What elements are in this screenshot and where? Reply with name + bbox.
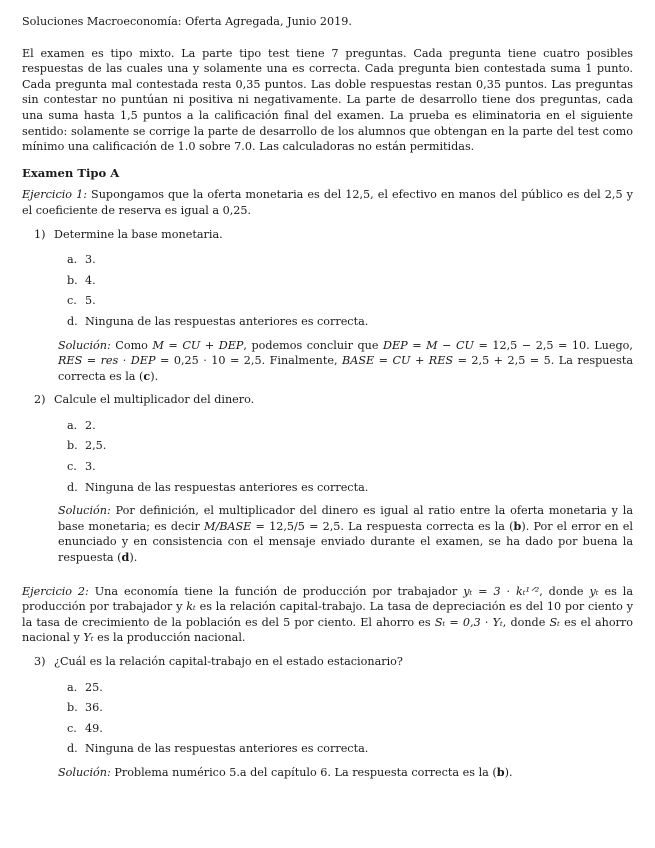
spacer bbox=[22, 574, 633, 584]
option-d: d. Ninguna de las respuestas anteriores es correcta. bbox=[67, 742, 369, 756]
exercise-1 bbox=[22, 187, 633, 218]
question-number: 1) bbox=[34, 227, 46, 241]
question-2-prompt bbox=[22, 392, 633, 408]
option-a: a. 25. bbox=[67, 680, 103, 694]
question-text: ¿Cuál es la relación capital-trabajo en el estado estacionario? bbox=[54, 655, 403, 668]
accepted-answer: d bbox=[121, 550, 130, 565]
option-b: b. 2,5. bbox=[67, 439, 107, 453]
option-a: a. 2. bbox=[67, 418, 96, 432]
solution-label: Solución: bbox=[58, 765, 111, 779]
question-1 bbox=[22, 227, 633, 385]
option-c: c. 49. bbox=[67, 721, 103, 735]
exercise-2: Ejercicio 2: Una economía tiene la función de producción por trabajador yₜ = 3 · kₜ¹ᐟ², donde yₜ es la producción por trabajador y kₜ es la relación capital-trabajo. La tasa de depreciación es del 10 por ciento y la tasa de crecimiento de la población es del 5 por ciento. El ahorro es Sₜ = 0,3 · Yₜ, donde Sₜ es el ahorro nacional y Yₜ es la producción nacional. bbox=[22, 584, 634, 645]
exercise-2-label: Ejercicio 2: bbox=[22, 584, 89, 598]
question-number: 2) bbox=[34, 393, 46, 407]
option-b: b. 36. bbox=[67, 701, 103, 715]
question-2-solution: Solución: Por definición, el multiplicador del dinero es igual al ratio entre la oferta monetaria y la base monetaria; es decir M/BASE = 12,5/5 = 2,5. La respuesta correcta es la (b). Por el error en el enunciado y en consistencia con el mensaje enviado durante el examen, se ha dado por buena la respuesta (d). bbox=[58, 504, 634, 565]
option-c: c. 3. bbox=[67, 460, 96, 474]
exam-instructions: El examen es tipo mixto. La parte tipo test tiene 7 preguntas. Cada pregunta tiene cuatro posibles respuestas de las cuales una y solamente una es correcta. Cada pregunta bien contestada suma 1 punto. Cada pregunta mal contestada resta 0,35 puntos. Las doble respuestas restan 0,35 puntos. Las preguntas sin contestar no puntúan ni positiva ni negativamente. La parte de desarrollo tiene dos preguntas, cada una suma hasta 1,5 puntos a la calificación final del examen. La prueba es eliminatoria en el siguiente sentido: solamente se corrige la parte de desarrollo de los alumnos que obtengan en la parte del test como mínimo una calificación de 1.0 sobre 7.0. Las calculadoras no están permitidas. bbox=[22, 46, 633, 154]
solution-label: Solución: bbox=[58, 504, 111, 518]
option-a: a. 3. bbox=[67, 253, 96, 267]
option-d: d. Ninguna de las respuestas anteriores es correcta. bbox=[67, 480, 369, 494]
question-1-solution: Solución: Como M = CU + DEP, podemos concluir que DEP = M − CU = 12,5 − 2,5 = 10. Luego, RES = res · DEP = 0,25 · 10 = 2,5. Finalmente, BASE = CU + RES = 2,5 + 2,5 = 5. La respuesta correcta es la (c). bbox=[58, 338, 633, 383]
option-c: c. 5. bbox=[67, 294, 96, 308]
option-b: b. 4. bbox=[67, 273, 96, 287]
question-1-prompt bbox=[22, 227, 633, 243]
exercise-1-text: Supongamos que la oferta monetaria es del 12,5, el efectivo en manos del público es del 2,5 y el coeficiente de reserva es igual a 0,25. bbox=[22, 188, 633, 217]
correct-answer: b bbox=[496, 764, 505, 779]
document-title: Soluciones Macroeconomía: Oferta Agregada, Junio 2019. bbox=[22, 15, 352, 28]
question-3 bbox=[22, 654, 633, 781]
question-3-solution: Solución: Problema numérico 5.a del capítulo 6. La respuesta correcta es la (b). bbox=[58, 764, 513, 779]
question-1-options bbox=[22, 252, 633, 329]
question-text: Calcule el multiplicador del dinero. bbox=[54, 393, 255, 407]
question-text: Determine la base monetaria. bbox=[54, 227, 223, 241]
exercise-1-label: Ejercicio 1: bbox=[22, 188, 87, 202]
question-2 bbox=[22, 392, 633, 565]
question-3-options bbox=[22, 680, 633, 757]
option-d: d. Ninguna de las respuestas anteriores es correcta. bbox=[67, 314, 369, 328]
section-heading: Examen Tipo A bbox=[22, 165, 120, 180]
solution-label: Solución: bbox=[58, 338, 111, 352]
correct-answer: b bbox=[513, 518, 522, 533]
question-3-prompt bbox=[22, 654, 633, 670]
question-number: 3) bbox=[34, 655, 46, 668]
correct-answer: c bbox=[143, 368, 151, 383]
question-2-options bbox=[22, 418, 633, 495]
